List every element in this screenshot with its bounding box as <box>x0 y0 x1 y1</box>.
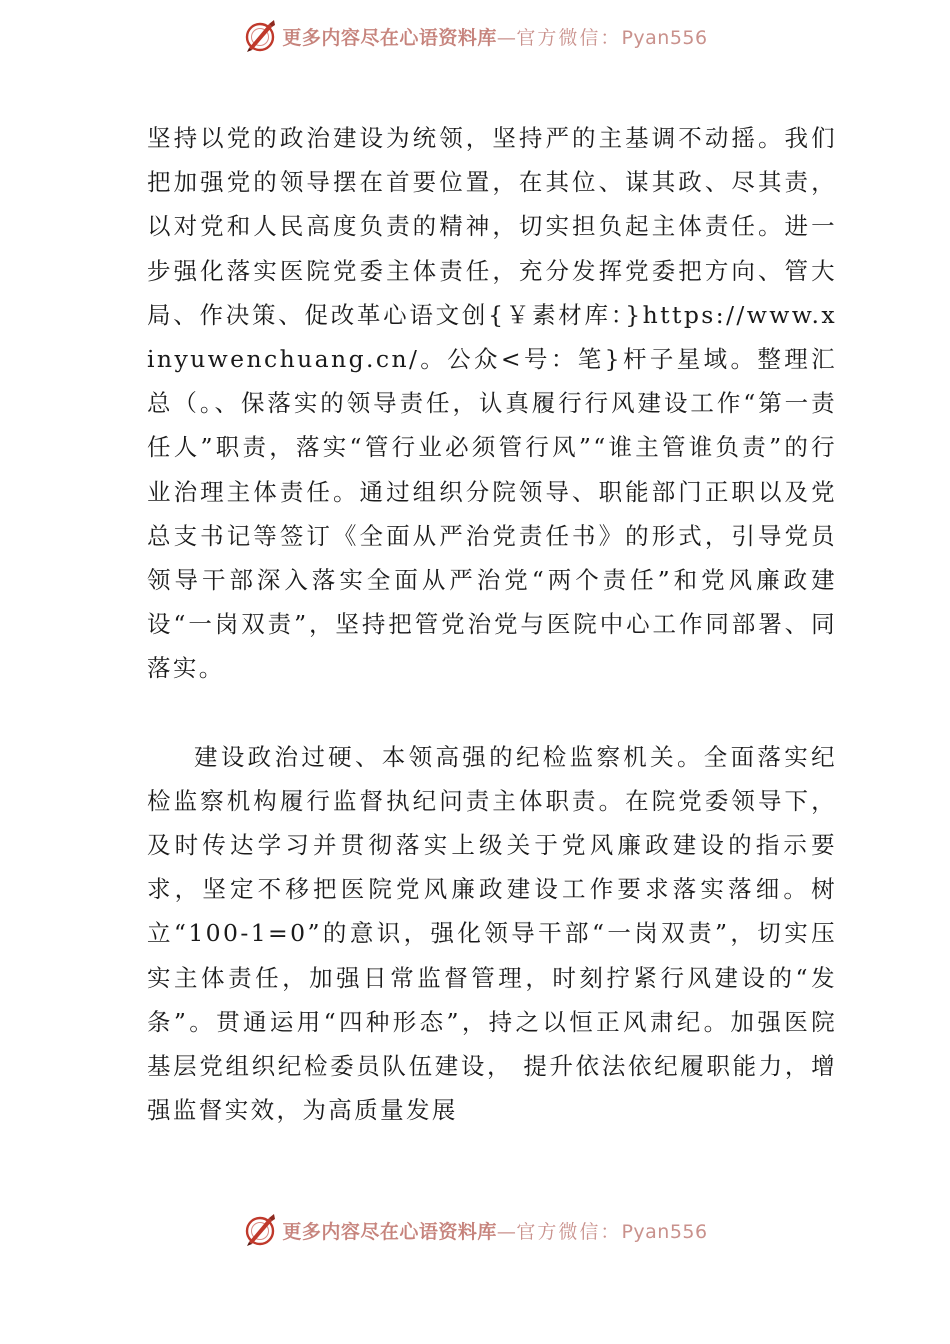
footer-official-label: 官方微信： <box>516 1220 622 1243</box>
paragraph-2: 建设政治过硬、本领高强的纪检监察机关。全面落实纪检监察机构履行监督执纪问责主体职责。在院党委领导下，及时传达学习并贯彻落实上级关于党风廉政建设的指示要求，坚定不移把医院党风廉政建设工作要求落实落细。树立“100-1=0”的意识，强化领导干部“一岗双责”，切实压实主体责任，加强日常监督管理，时刻拧紧行风建设的“发条”。贯通运用“四种形态”，持之以恒正风肃纪。加强医院基层党组织纪检委员队伍建设， 提升依法依纪履职能力，增强监督实效，为高质量发展 <box>147 742 837 1125</box>
paragraph-1: 坚持以党的政治建设为统领，坚持严的主基调不动摇。我们把加强党的领导摆在首要位置，在其位、谋其政、尽其责，以对党和人民高度负责的精神，切实担负起主体责任。进一步强化落实医院党委主体责任，充分发挥党委把方向、管大局、作决策、促改革心语文创{￥素材库：}https://www.xinyuwenchuang.cn/。公众<号：笔}杆子星域。整理汇总（。、保落实的领导责任，认真履行行风建设工作“第一责任人”职责，落实“管行业必须管行风”“谁主管谁负责”的行业治理主体责任。通过组织分院领导、职能部门正职以及党总支书记等签订《全面从严治党责任书》的形式，引导党员领导干部深入落实全面从严治党“两个责任”和党风廉政建设“一岗双责”，坚持把管党治党与医院中心工作同部署、同落实。 <box>147 124 837 683</box>
header-wechat-id: Pyan556 <box>621 26 708 49</box>
header-dash: — <box>496 26 517 49</box>
pen-circle-logo-icon <box>242 1212 278 1248</box>
footer-brand-text: 更多内容尽在心语资料库 <box>282 1220 497 1243</box>
header-official-label: 官方微信： <box>516 26 622 49</box>
header-banner-text <box>282 23 707 50</box>
header-brand-text: 更多内容尽在心语资料库 <box>282 26 497 49</box>
pen-circle-logo-icon <box>242 18 278 54</box>
footer-wechat-id: Pyan556 <box>621 1220 708 1243</box>
footer-dash: — <box>496 1220 517 1243</box>
footer-banner-text <box>282 1217 707 1244</box>
header-banner <box>0 14 950 58</box>
footer-banner <box>0 1208 950 1252</box>
document-body <box>147 116 837 1132</box>
